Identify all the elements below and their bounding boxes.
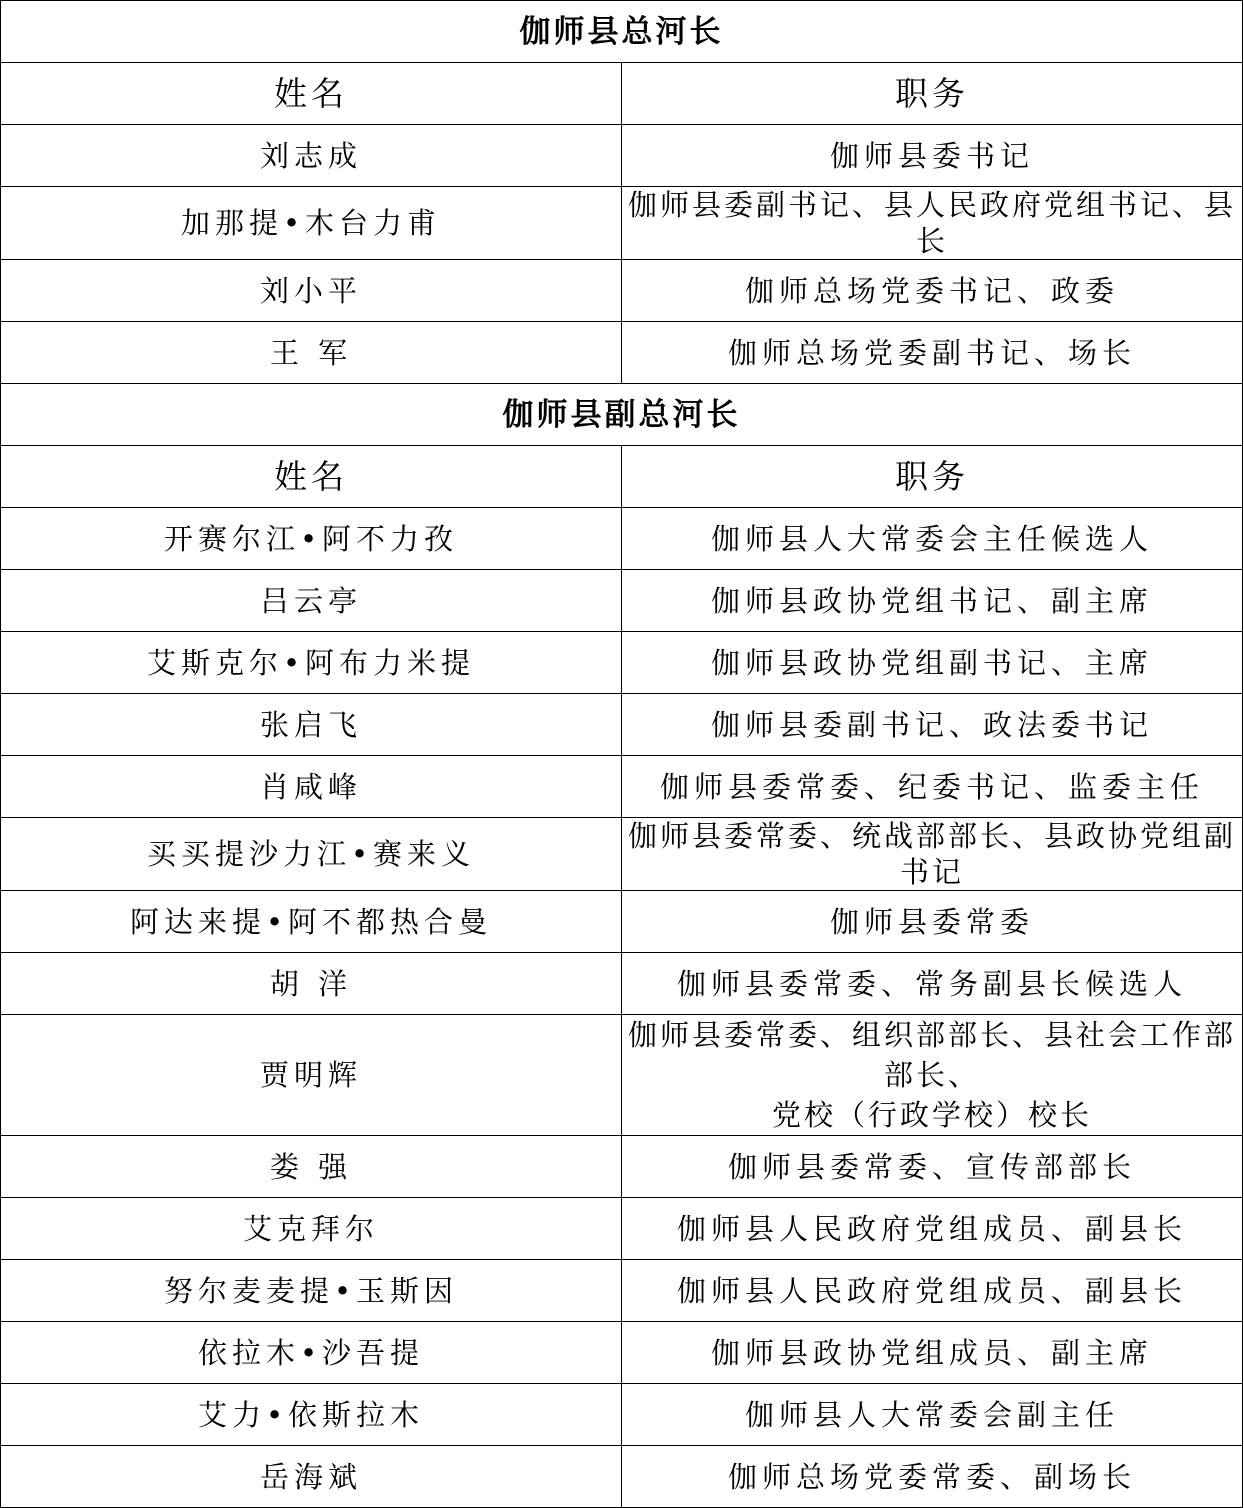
person-duty: 伽师总场党委常委、副场长 xyxy=(622,1446,1243,1508)
column-header-duty: 职务 xyxy=(622,63,1243,125)
person-duty: 伽师县政协党组书记、副主席 xyxy=(622,570,1243,632)
section-title: 伽师县总河长 xyxy=(1,1,1243,63)
person-name: 依拉木•沙吾提 xyxy=(1,1322,622,1384)
table-row xyxy=(1,953,1243,1015)
person-name: 王 军 xyxy=(1,322,622,384)
person-duty: 伽师县政协党组副书记、主席 xyxy=(622,632,1243,694)
person-name: 艾斯克尔•阿布力米提 xyxy=(1,632,622,694)
person-duty: 伽师县委书记 xyxy=(622,125,1243,187)
person-duty: 伽师县委常委 xyxy=(622,891,1243,953)
column-header-name: 姓名 xyxy=(1,446,622,508)
person-name: 岳海斌 xyxy=(1,1446,622,1508)
person-duty: 伽师县委常委、统战部部长、县政协党组副书记 xyxy=(622,818,1243,891)
column-header-duty: 职务 xyxy=(622,446,1243,508)
person-duty: 伽师县人大常委会主任候选人 xyxy=(622,508,1243,570)
person-name: 买买提沙力江•赛来义 xyxy=(1,818,622,891)
person-name: 刘志成 xyxy=(1,125,622,187)
person-name: 刘小平 xyxy=(1,260,622,322)
person-duty-line-2: 党校（行政学校）校长 xyxy=(771,1098,1092,1132)
table-row xyxy=(1,1322,1243,1384)
person-duty xyxy=(622,1015,1243,1136)
person-duty: 伽师县委常委、常务副县长候选人 xyxy=(622,953,1243,1015)
table-row xyxy=(1,1136,1243,1198)
person-name: 开赛尔江•阿不力孜 xyxy=(1,508,622,570)
person-name: 艾克拜尔 xyxy=(1,1198,622,1260)
table-row xyxy=(1,694,1243,756)
table-row xyxy=(1,632,1243,694)
person-duty: 伽师县委常委、纪委书记、监委主任 xyxy=(622,756,1243,818)
person-name: 胡 洋 xyxy=(1,953,622,1015)
person-duty: 伽师总场党委副书记、场长 xyxy=(622,322,1243,384)
table-row xyxy=(1,1260,1243,1322)
table-row xyxy=(1,570,1243,632)
table-row xyxy=(1,1446,1243,1508)
table-row xyxy=(1,508,1243,570)
person-duty: 伽师县人民政府党组成员、副县长 xyxy=(622,1198,1243,1260)
person-name: 娄 强 xyxy=(1,1136,622,1198)
person-duty: 伽师县委常委、宣传部部长 xyxy=(622,1136,1243,1198)
person-name: 肖咸峰 xyxy=(1,756,622,818)
person-duty: 伽师县政协党组成员、副主席 xyxy=(622,1322,1243,1384)
column-header-row xyxy=(1,63,1243,125)
person-name: 吕云亭 xyxy=(1,570,622,632)
person-duty: 伽师县委副书记、政法委书记 xyxy=(622,694,1243,756)
person-name: 加那提•木台力甫 xyxy=(1,187,622,260)
table-row xyxy=(1,1198,1243,1260)
table-row xyxy=(1,260,1243,322)
person-duty: 伽师县委副书记、县人民政府党组书记、县长 xyxy=(622,187,1243,260)
person-duty: 伽师县人大常委会副主任 xyxy=(622,1384,1243,1446)
table-row xyxy=(1,322,1243,384)
table-row xyxy=(1,818,1243,891)
person-duty: 伽师总场党委书记、政委 xyxy=(622,260,1243,322)
table-row xyxy=(1,891,1243,953)
person-duty-line-1: 伽师县委常委、组织部部长、县社会工作部部长、 xyxy=(628,1018,1237,1092)
section-title: 伽师县副总河长 xyxy=(1,384,1243,446)
person-name: 张启飞 xyxy=(1,694,622,756)
person-name: 艾力•依斯拉木 xyxy=(1,1384,622,1446)
person-duty: 伽师县人民政府党组成员、副县长 xyxy=(622,1260,1243,1322)
section-title-row xyxy=(1,1,1243,63)
table-row xyxy=(1,1384,1243,1446)
table-row xyxy=(1,1015,1243,1136)
person-name: 努尔麦麦提•玉斯因 xyxy=(1,1260,622,1322)
section-title-row xyxy=(1,384,1243,446)
table-row xyxy=(1,125,1243,187)
person-name: 阿达来提•阿不都热合曼 xyxy=(1,891,622,953)
column-header-row xyxy=(1,446,1243,508)
person-name: 贾明辉 xyxy=(1,1015,622,1136)
table-row xyxy=(1,187,1243,260)
table-row xyxy=(1,756,1243,818)
column-header-name: 姓名 xyxy=(1,63,622,125)
